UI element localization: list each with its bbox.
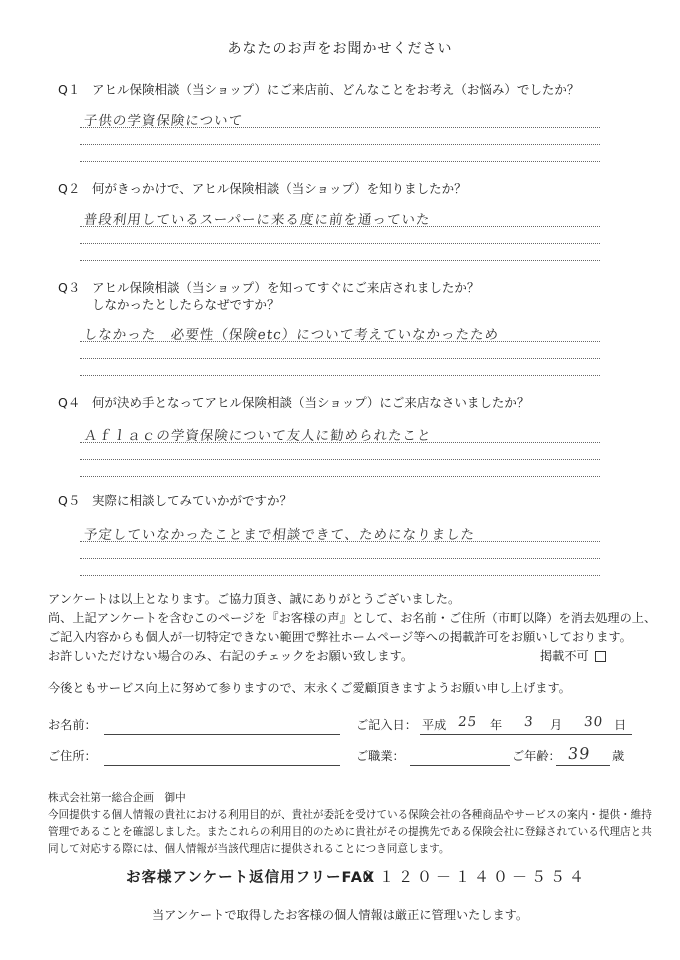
date-day[interactable]: 30 xyxy=(583,714,605,730)
date-day-label: 日 xyxy=(614,718,627,732)
q4-line-1 xyxy=(80,442,600,443)
age-value[interactable]: 39 xyxy=(567,744,592,763)
q2-line-3 xyxy=(80,260,600,261)
fax-label: お客様アンケート返信用フリーFAX xyxy=(126,870,376,886)
date-year[interactable]: 25 xyxy=(457,714,479,730)
date-year-label: 年 xyxy=(490,718,503,732)
q4-answer[interactable]: Ａｆｌａｃの学資保険について友人に勧められたこと xyxy=(82,428,433,444)
q1-answer[interactable]: 子供の学資保険について xyxy=(82,113,244,129)
q5-label: Q５ xyxy=(58,493,81,508)
q2-label: Q２ xyxy=(58,181,81,196)
q1-line-3 xyxy=(80,161,600,162)
q3-answer[interactable]: しなかった 必要性（保険etc）について考えていなかったため xyxy=(82,327,500,343)
date-month[interactable]: 3 xyxy=(523,714,535,730)
q5-line-3 xyxy=(80,575,600,576)
q4-line-3 xyxy=(80,476,600,477)
closing-line-2: 尚、上記アンケートを含むこのページを『お客様の声』として、お名前・ご住所（市町以降）を消去処理の上、 xyxy=(48,611,657,625)
age-underline xyxy=(556,765,610,766)
q5-line-2 xyxy=(80,558,600,559)
q3-label: Q３ xyxy=(58,280,81,295)
privacy-recipient: 株式会社第一総合企画 御中 xyxy=(48,792,186,804)
date-era: 平成 xyxy=(422,718,447,732)
fax-number: ０１２０－１４０－５５４ xyxy=(360,868,589,886)
footer-note: 当アンケートで取得したお客様の個人情報は厳正に管理いたします。 xyxy=(151,908,529,922)
privacy-line-1: 今回提供する個人情報の貴社における利用目的が、貴社が委託を受けている保険会社の各種商品やサービスの案内・提供・維持 xyxy=(48,809,652,821)
q3-text: アヒル保険相談（当ショップ）を知ってすぐにご来店されましたか？ xyxy=(92,280,480,295)
q3-text-2: しなかったとしたらなぜですか？ xyxy=(92,297,280,312)
closing-line-3: ご記入内容からも個人が一切特定できない範囲で弊社ホームページ等への掲載許可をお願いしております。 xyxy=(48,630,632,644)
q1-label: Q１ xyxy=(58,82,81,97)
q2-answer[interactable]: 普段利用しているスーパーに来る度に前を通っていた xyxy=(82,212,432,228)
q5-line-1 xyxy=(80,541,600,542)
q3-line-2 xyxy=(80,358,600,359)
q4-text: 何が決め手となってアヒル保険相談（当ショップ）にご来店なさいましたか？ xyxy=(92,395,530,410)
privacy-line-2: 管理であることを確認しました。またこれらの利用目的のために貴社がその提携先である保険会社に登録されている代理店と共 xyxy=(48,826,652,838)
q3-line-1 xyxy=(80,341,600,342)
closing-line-4: お許しいただけない場合のみ、右記のチェックをお願い致します。 xyxy=(48,649,414,663)
q3-line-3 xyxy=(80,375,600,376)
q1-text: アヒル保険相談（当ショップ）にご来店前、どんなことをお考え（お悩み）でしたか？ xyxy=(92,82,580,97)
date-underline xyxy=(420,734,632,735)
privacy-line-3: 同して対応する際には、個人情報が当該代理店に提供されることにつき同意します。 xyxy=(48,843,450,855)
job-field[interactable] xyxy=(410,765,510,766)
age-label: ご年齢： xyxy=(512,749,561,763)
job-label: ご職業： xyxy=(356,749,405,763)
q1-line-1 xyxy=(80,127,600,128)
publish-optout-label: 掲載不可 xyxy=(540,649,589,663)
date-label: ご記入日： xyxy=(356,718,417,732)
age-unit: 歳 xyxy=(612,749,625,763)
q5-answer[interactable]: 予定していなかったことまで相談できて、ためになりました xyxy=(82,527,476,543)
closing-line-5: 今後ともサービス向上に努めて参りますので、末永くご愛顧頂きますようお願い申し上げます。 xyxy=(48,681,571,695)
page-title: あなたのお声をお聞かせください xyxy=(227,41,453,57)
q4-line-2 xyxy=(80,459,600,460)
q2-line-1 xyxy=(80,226,600,227)
name-label: お名前： xyxy=(48,718,97,732)
address-label: ご住所： xyxy=(48,749,97,763)
closing-line-1: アンケートは以上となります。ご協力頂き、誠にありがとうございました。 xyxy=(48,592,461,606)
q4-label: Q４ xyxy=(58,395,81,410)
publish-optout[interactable] xyxy=(540,647,606,666)
publish-optout-checkbox[interactable] xyxy=(595,651,606,662)
q1-line-2 xyxy=(80,144,600,145)
date-month-label: 月 xyxy=(550,718,563,732)
name-field[interactable] xyxy=(104,734,340,735)
q2-line-2 xyxy=(80,243,600,244)
q2-text: 何がきっかけで、アヒル保険相談（当ショップ）を知りましたか？ xyxy=(92,181,467,196)
q5-text: 実際に相談してみていかがですか？ xyxy=(92,493,293,508)
address-field[interactable] xyxy=(104,765,340,766)
